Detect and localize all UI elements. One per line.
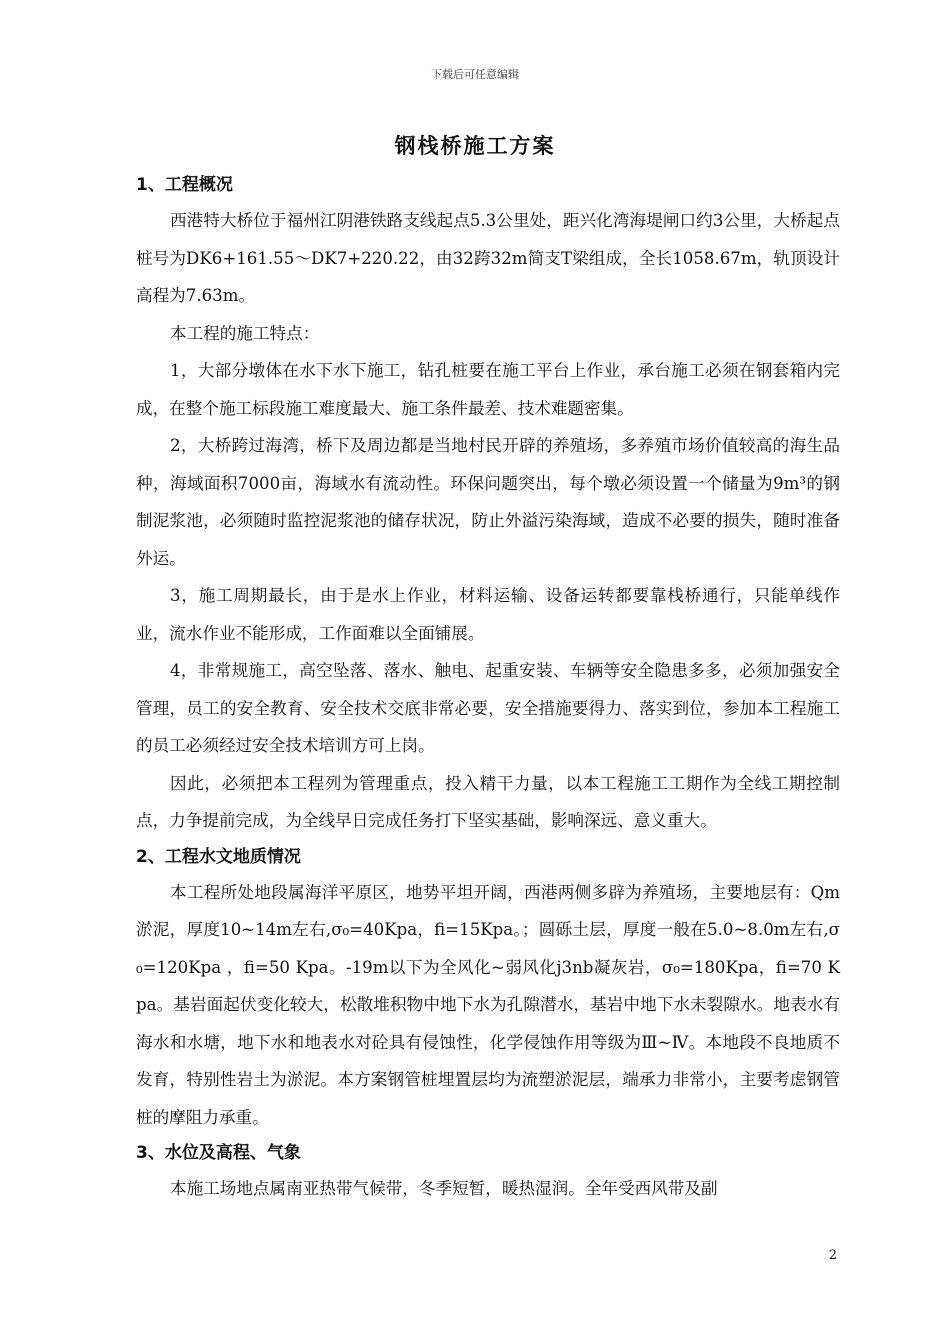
document-title: 钢栈桥施工方案 [394,134,556,158]
paragraph: 本工程的施工特点： [170,323,320,343]
section-heading: 2、工程水文地质情况 [136,846,301,867]
paragraph: 1，大部分墩体在水下水下施工，钻孔桩要在施工平台上作业，承台施工必须在钢套箱内完成，在整个施工标段施工难度最大、施工条件最差、技术难题密集。 [136,361,840,418]
paragraph: 2，大桥跨过海湾，桥下及周边都是当地村民开辟的养殖场，多养殖市场价值较高的海生品种，海域面积7000亩，海域水有流动性。环保问题突出，每个墩必须设置一个储量为9m³的钢制泥浆池，必须随时监控泥浆池的储存状况，防止外溢污染海域，造成不必要的损失，随时准备外运。 [136,436,840,568]
paragraph: 4，非常规施工，高空坠落、落水、触电、起重安装、车辆等安全隐患多多，必须加强安全管理，员工的安全教育、安全技术交底非常必要，安全措施要得力、落实到位，参加本工程施工的员工必须经过安全技术培训方可上岗。 [136,661,840,755]
paragraph: 因此，必须把本工程列为管理重点，投入精干力量，以本工程施工工期作为全线工期控制点，力争提前完成，为全线早日完成任务打下坚实基础，影响深远、意义重大。 [136,773,840,830]
paragraph: 本施工场地点属南亚热带气候带，冬季短暂，暖热湿润。全年受西风带及副 [170,1179,718,1198]
section-hydrogeology [136,840,840,1137]
section-heading: 3、水位及高程、气象 [136,1143,301,1163]
section-overview [136,168,840,840]
paragraph: 本工程所处地段属海洋平原区，地势平坦开阔，西港两侧多辟为养殖场，主要地层有：Qm淤泥，厚度10~14m左右,σ₀=40Kpa，fi=15Kpa。；圆砾土层，厚度一般在5.0~8.0m左右,σ₀=120Kpa ，fi=50 Kpa。-19m以下为全风化~弱风化j3nb凝灰岩，σ₀=180Kpa，fi=70 Kpa。基岩面起伏变化较大，松散堆积物中地下水为孔隙潜水，基岩中地下水未裂隙水。地表水有海水和水塘，地下水和地表水对砼具有侵蚀性，化学侵蚀作用等级为Ⅲ~Ⅳ。本地段不良地质不发育，特别性岩土为淤泥。本方案钢管桩埋置层均为流塑淤泥层，端承力非常小，主要考虑钢管桩的摩阻力承重。 [136,882,840,1127]
document-body [136,168,840,1208]
page-number: 2 [828,1248,837,1263]
page-header: 下载后可任意编辑 [431,68,519,81]
paragraph: 西港特大桥位于福州江阴港铁路支线起点5.3公里处，距兴化湾海堤闸口约3公里，大桥起点桩号为DK6+161.55～DK7+220.22，由32跨32m简支T梁组成，全长1058.67m，轨顶设计高程为7.63m。 [136,211,840,305]
section-heading: 1、工程概况 [136,175,233,195]
section-water-level [136,1136,840,1208]
paragraph: 3，施工周期最长，由于是水上作业，材料运输、设备运转都要靠栈桥通行，只能单线作业，流水作业不能形成，工作面难以全面铺展。 [136,586,840,643]
